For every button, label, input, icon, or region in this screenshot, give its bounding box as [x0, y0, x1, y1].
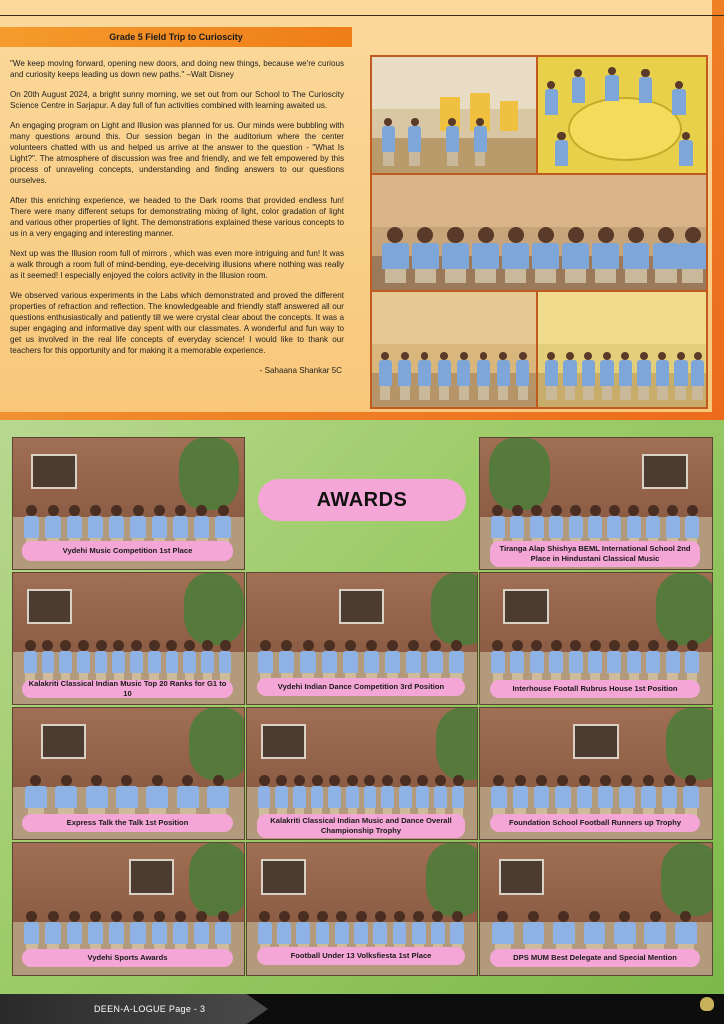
- award-caption: Tiranga Alap Shishya BEML International School 2nd Place in Hindustani Classical Music: [490, 541, 700, 567]
- field-trip-photo: [538, 292, 706, 407]
- field-trip-photo: [372, 175, 706, 290]
- award-caption: Football Under 13 Volksfiesta 1st Place: [257, 947, 465, 965]
- article-paragraph: Next up was the Illusion room full of mirrors , which was even more intriguing and fun! It was a walk through a room full of mind-bending, eye-deceiving illusions where nothing was really as it seemed! I especially enjoyed the colors activity in the Illusion room.: [10, 249, 344, 280]
- award-caption: Interhouse Footall Rubrus House 1st Position: [490, 680, 700, 698]
- page-footer: [0, 994, 724, 1024]
- award-caption: Express Talk the Talk 1st Position: [22, 814, 233, 832]
- article-body: [10, 58, 344, 376]
- article-section: [0, 0, 724, 420]
- field-trip-photo: [372, 57, 536, 173]
- field-trip-photo-collage: [370, 55, 708, 409]
- header-rule: [0, 15, 724, 16]
- award-caption: Foundation School Football Runners up Trophy: [490, 814, 700, 832]
- page-label: DEEN-A-LOGUE Page - 3: [94, 1004, 206, 1014]
- award-caption: Kalakriti Classical Indian Music Top 20 Ranks for G1 to 10: [22, 680, 233, 698]
- award-caption: Vydehi Indian Dance Competition 3rd Position: [257, 678, 465, 696]
- article-paragraph: We observed various experiments in the Labs which demonstrated and proved the different properties of refraction and reflection. The knowledgeable and friendly staff answered all our questions enthusiastically and patiently till we were crystal clear about the concepts. It was a super engaging and informative day spent with our classmates. A wonderful and fun way to get us involved in the real life concepts of everyday science! I would like to thank our teachers for this opportunity and for making it a memorable experience.: [10, 291, 344, 355]
- article-author: - Sahaana Shankar 5C: [259, 366, 342, 375]
- award-caption: Vydehi Music Competition 1st Place: [22, 541, 233, 561]
- article-paragraph: On 20th August 2024, a bright sunny morning, we set out from our School to The Curioscity Science Centre in Sarjapur. A day full of fun activities combined with learning awaited us.: [10, 90, 344, 110]
- article-paragraph: After this enriching experience, we headed to the Dark rooms that provided endless fun! There were many different setups for demonstrating mixing of light, color gradation of light and various other properties of light. The demonstrations explained these various concepts to us in a very engaging and interesting manner.: [10, 196, 344, 238]
- school-logo-icon: [696, 997, 718, 1021]
- article-paragraph: An engaging program on Light and Illusion was planned for us. Our minds were bubbling with many questions around this. Our session began in the auditorium where the center volunteers chatted with us and helped us arrive at the answer to the question - "What Is Light?". The atmosphere of discussion was free and friendly, and we felt empowered by this process of unraveling concepts, understanding and finding answers to our questions ourselves.: [10, 121, 344, 185]
- article-quote: "We keep moving forward, opening new doors, and doing new things, because we're curious and curiosity keeps leading us down new paths." –Walt Disney: [10, 59, 344, 79]
- field-trip-photo: [372, 292, 536, 407]
- awards-heading: AWARDS: [258, 479, 466, 521]
- award-caption: DPS MUM Best Delegate and Special Mention: [490, 949, 700, 967]
- section-title: Grade 5 Field Trip to Curioscity: [0, 27, 352, 47]
- award-caption: Vydehi Sports Awards: [22, 949, 233, 967]
- field-trip-photo: [538, 57, 706, 173]
- award-caption: Kalakriti Classical Indian Music and Dance Overall Championship Trophy: [257, 814, 465, 838]
